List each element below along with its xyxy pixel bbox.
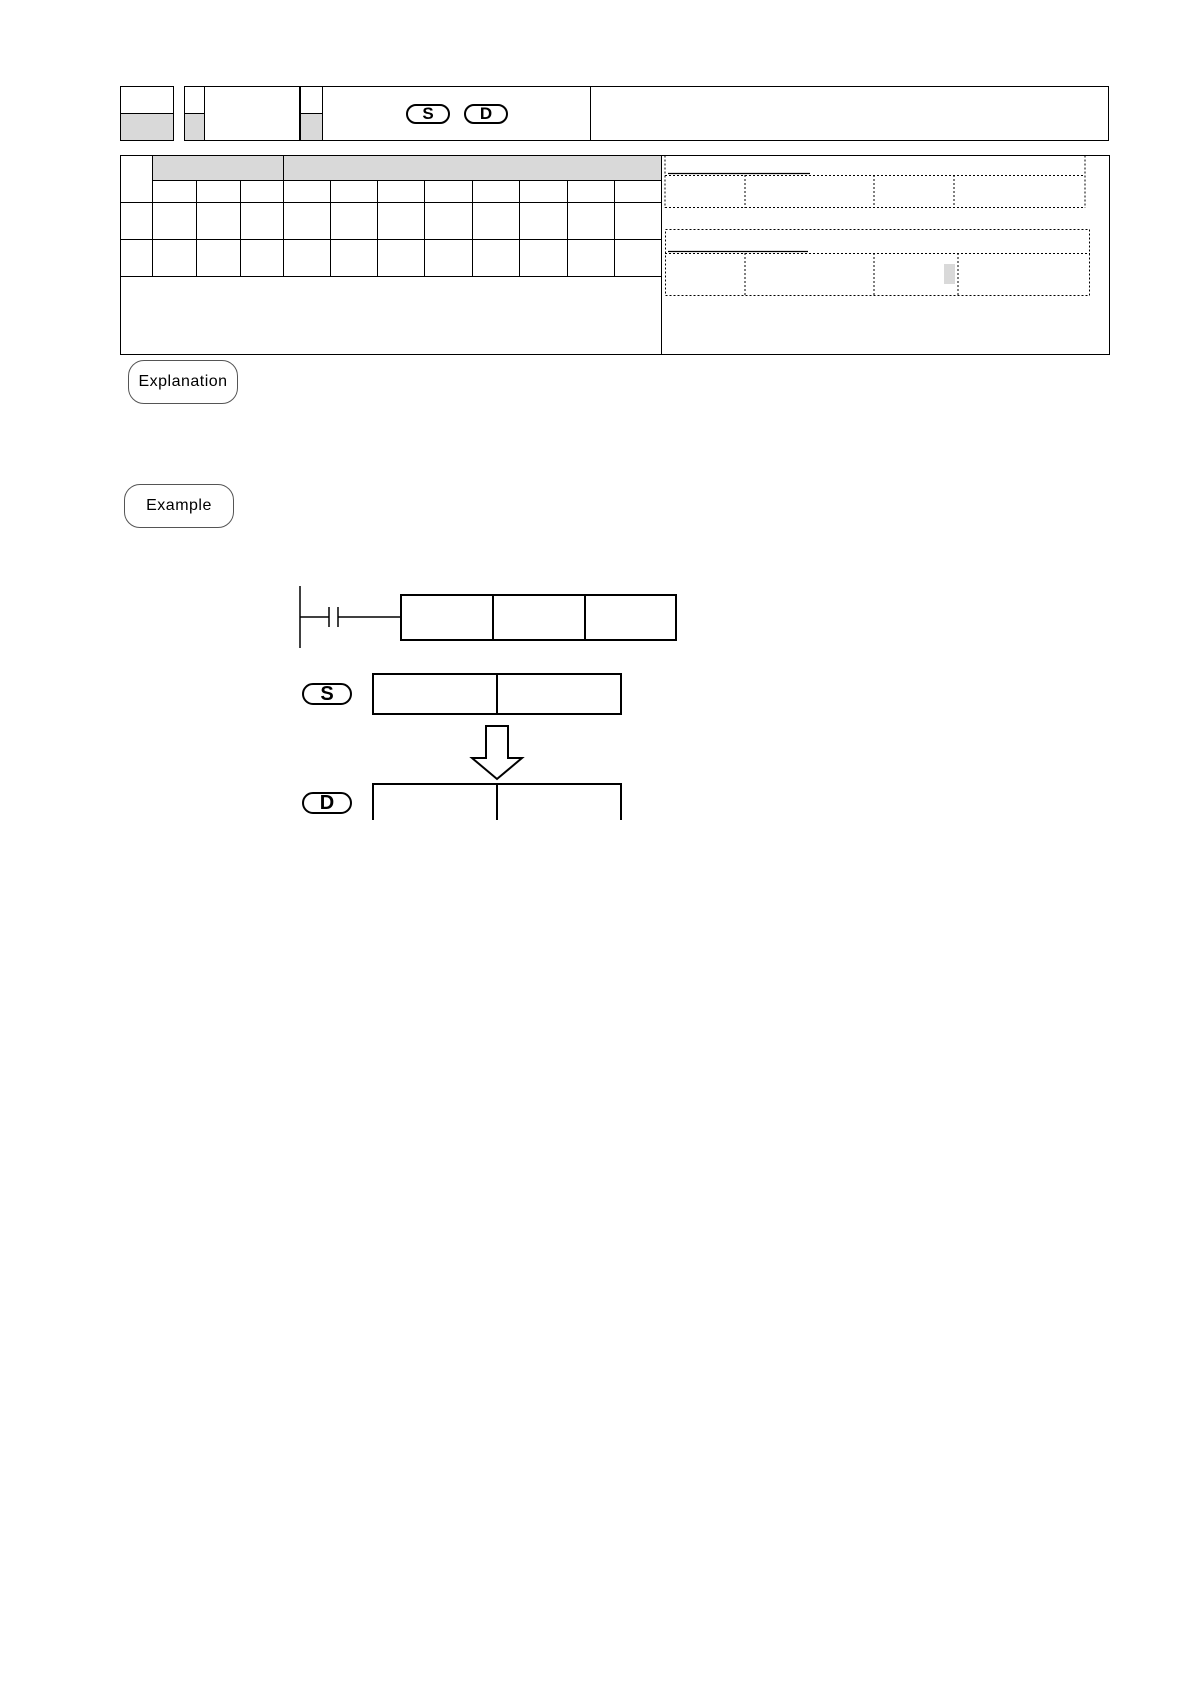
header-grid	[120, 86, 1110, 141]
example-label: Example	[124, 484, 234, 528]
instruction-header	[120, 86, 1110, 141]
ladder-rung	[300, 586, 676, 648]
example-source-label: S	[302, 683, 352, 705]
dest-register-pair	[373, 784, 621, 820]
flag-box-upper	[665, 156, 1085, 209]
example-dest-label: D	[302, 792, 352, 814]
operand-device-panel	[120, 155, 1110, 355]
explanation-label: Explanation	[128, 360, 238, 404]
operand-s-label: S	[406, 104, 450, 124]
source-register-pair	[373, 674, 621, 714]
flag-box-lower	[665, 230, 1090, 297]
ladder-diagram	[290, 580, 690, 820]
device-table-grid	[120, 155, 1110, 355]
operand-d-label: D	[464, 104, 508, 124]
down-arrow-icon	[472, 726, 522, 779]
